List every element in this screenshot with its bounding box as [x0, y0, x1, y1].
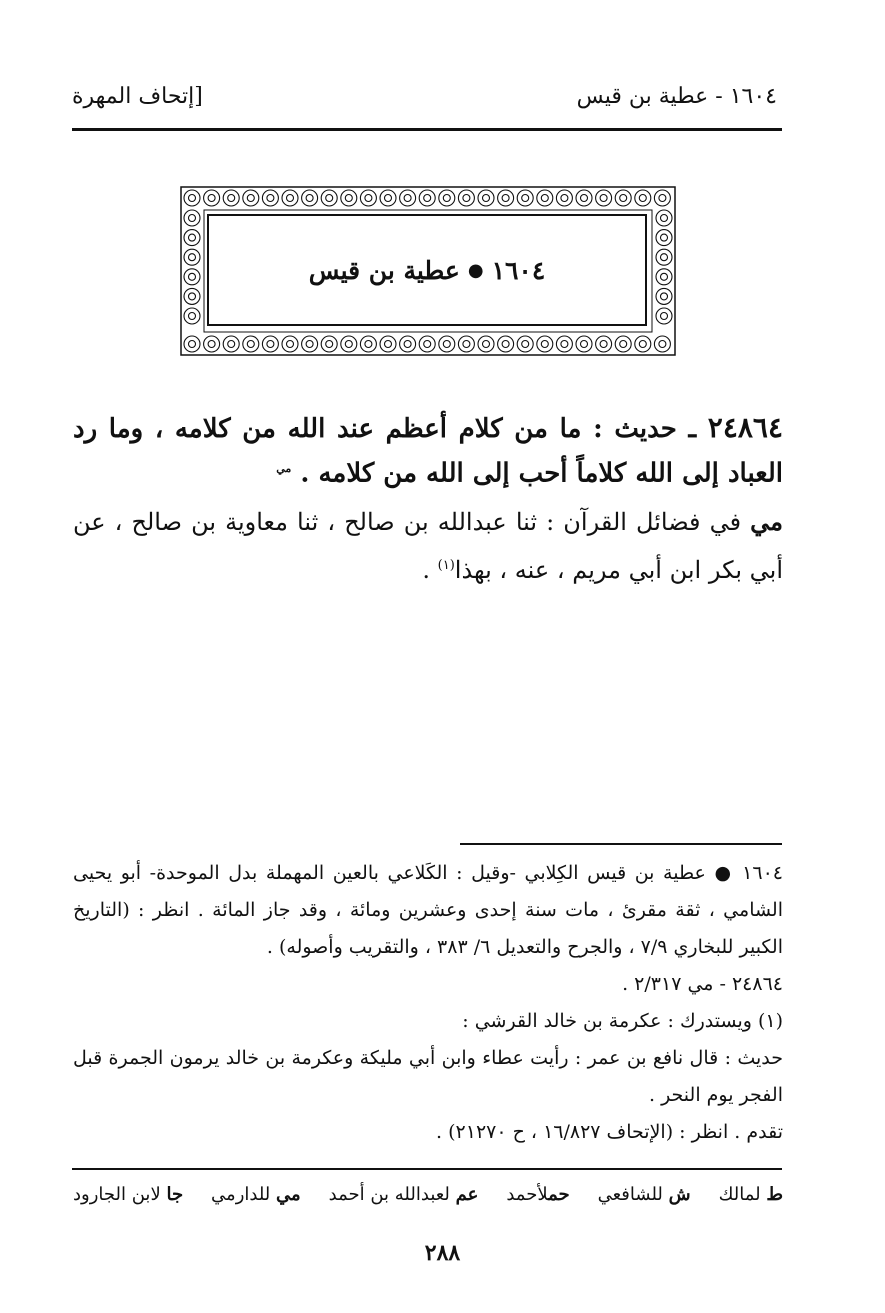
footnote-addendum-hadith: حديث : قال نافع بن عمر : رأيت عطاء وابن أبي مليكة وعكرمة بن خالد يرمون الجمرة قبل الفجر يوم النحر . — [73, 1047, 783, 1106]
isnad-text: في فضائل القرآن : ثنا عبدالله بن صالح ، ثنا معاوية بن صالح ، عن أبي بكر ابن أبي مريم ، عنه ، بهذا — [73, 508, 783, 584]
sigla-rule — [72, 1168, 782, 1170]
book-title: [إتحاف المهرة — [72, 84, 203, 109]
section-heading — [207, 214, 647, 326]
hadith-entry — [73, 408, 783, 494]
section-number: ١٦٠٤ — [491, 255, 546, 285]
isnad-end: . — [422, 556, 438, 584]
footnote-biography: ١٦٠٤ ● عطية بن قيس الكِلابي -وقيل : الكَلاعي بالعين المهملة بدل الموحدة- أبو يحيى الشامي ، ثقة مقرئ ، مات سنة إحدى وعشرين ومائة ، وقد جاز المائة . انظر : (التاريخ الكبير للبخاري ٧/٩ ، والجرح والتعديل ٦/ ٣٨٣ ، والتقريب وأصوله) . — [73, 862, 783, 958]
footnote-cross-reference: تقدم . انظر : (الإتحاف ١٦/٨٢٧ ، ح ٢١٢٧٠) . — [436, 1121, 783, 1143]
section-name: عطية بن قيس — [308, 255, 460, 285]
sigla-legend — [73, 1184, 783, 1205]
footnote-hadith-source: ٢٤٨٦٤ - مي ٢/٣١٧ . — [622, 973, 783, 995]
sigla-item: ش للشافعي — [597, 1184, 691, 1205]
hadith-superscript-mark: مي — [276, 462, 292, 475]
isnad-sigil: مي — [750, 507, 783, 536]
hadith-label: ـ حديث : — [593, 414, 697, 444]
sigla-item: جا لابن الجارود — [73, 1184, 184, 1205]
sigla-item: مي للدارمي — [211, 1184, 301, 1205]
footnotes — [73, 855, 783, 1151]
page-number: ٢٨٨ — [424, 1240, 461, 1266]
running-title: ١٦٠٤ - عطية بن قيس — [576, 84, 777, 109]
isnad-paragraph — [73, 500, 783, 592]
sigla-item: عم لعبدالله بن أحمد — [328, 1184, 479, 1205]
hadith-text: ما من كلام أعظم عند الله من كلامه ، وما رد العباد إلى الله كلاماً أحب إلى الله من كلامه . — [73, 414, 783, 489]
hadith-number: ٢٤٨٦٤ — [707, 411, 783, 444]
footnote-rule — [460, 843, 782, 845]
footnote-ref: (١) — [437, 558, 455, 573]
bullet-icon: ● — [467, 259, 484, 281]
sigla-item: ط لمالك — [718, 1184, 783, 1205]
sigla-item: حملأحمد — [506, 1184, 570, 1205]
header-rule — [72, 128, 782, 131]
footnote-addendum: (١) ويستدرك : عكرمة بن خالد القرشي : — [462, 1010, 783, 1032]
